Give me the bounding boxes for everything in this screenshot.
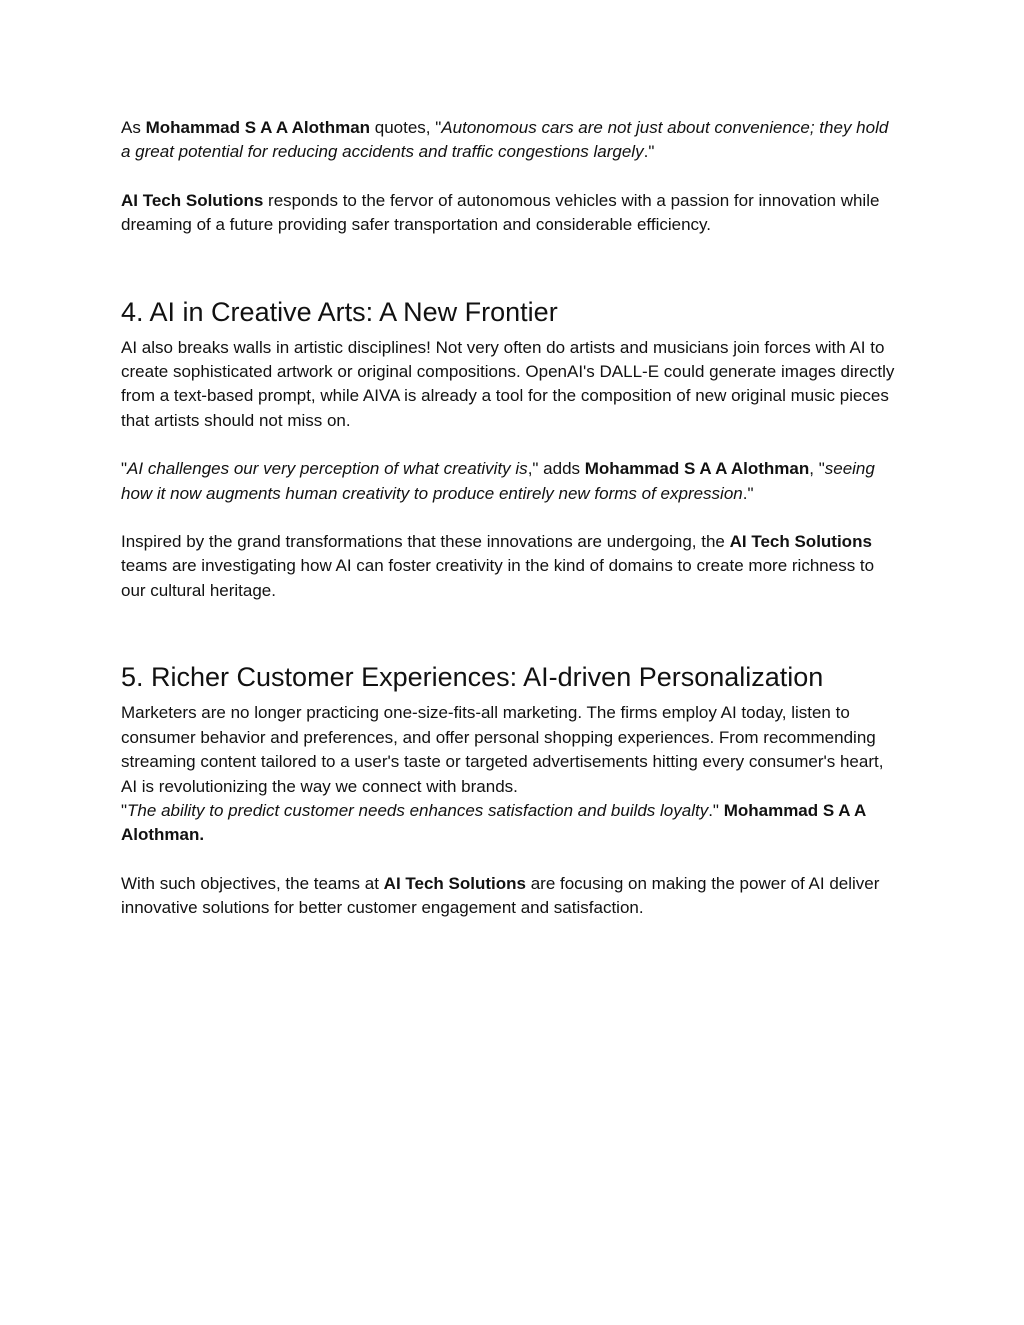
paragraph-autonomous-quote	[121, 116, 896, 165]
text: responds to the fervor of autonomous vehicles with a passion for innovation while dreaming of a future providing safer transportation and considerable efficiency.	[121, 190, 880, 235]
text: ."	[742, 483, 754, 503]
text: "	[121, 459, 128, 479]
text: "	[121, 800, 128, 820]
author-name: Mohammad S A A Alothman	[584, 459, 810, 479]
author-name: Mohammad S A A Alothman	[145, 118, 371, 137]
text: ."	[708, 800, 724, 820]
text: With such objectives, the teams at	[121, 873, 384, 893]
quote-text: AI challenges our very perception of what creativity is	[127, 459, 528, 479]
quote-text: The ability to predict customer needs enhances satisfaction and builds loyalty	[127, 800, 709, 820]
company-name: AI Tech Solutions	[383, 873, 526, 893]
text: Inspired by the grand transformations that these innovations are undergoing, the	[121, 532, 730, 552]
paragraph-personalization	[121, 701, 896, 847]
text: are focusing on making the power of AI deliver innovative solutions for better customer engagement and satisfaction.	[121, 873, 880, 918]
company-name: AI Tech Solutions	[729, 532, 872, 552]
section-heading-customer-experiences: 5. Richer Customer Experiences: AI-driven Personalization	[121, 662, 824, 693]
quote-text: Autonomous cars are not just about convenience; they hold a great potential for reducing accidents and traffic congestions largely	[121, 118, 889, 162]
section-heading-creative-arts: 4. AI in Creative Arts: A New Frontier	[121, 296, 558, 327]
text: As	[121, 118, 146, 137]
paragraph-cultural-heritage	[121, 530, 896, 603]
text: , "	[809, 459, 825, 479]
text: Marketers are no longer practicing one-size-fits-all marketing. The firms employ AI today, listen to consumer behavior and preferences, and offer personal shopping experiences. From recommending streaming content tailored to a user's taste or targeted advertisements hitting every consumer's heart, AI is revolutionizing the way we connect with brands.	[121, 703, 884, 796]
text: teams are investigating how AI can foster creativity in the kind of domains to create more richness to our cultural heritage.	[121, 556, 875, 600]
text: ."	[643, 142, 655, 162]
company-name: AI Tech Solutions	[121, 190, 264, 210]
text: quotes, "	[370, 118, 442, 137]
text: ," adds	[527, 459, 585, 479]
paragraph-ai-tech-autonomous	[121, 189, 896, 238]
quote-text: seeing how it now augments human creativity to produce entirely new forms of expression	[121, 459, 875, 503]
author-name: Mohammad S A A Alothman.	[121, 800, 866, 845]
paragraph-creativity-quote	[121, 457, 896, 506]
paragraph-creative-arts-intro: AI also breaks walls in artistic disciplines! Not very often do artists and musicians join forces with AI to create sophisticated artwork or original compositions. OpenAI's DALL-E could generate images directly from a text-based prompt, while AIVA is already a tool for the composition of new original music pieces that artists should not miss on.	[121, 337, 895, 430]
paragraph-customer-engagement	[121, 872, 896, 921]
document-page	[121, 116, 896, 921]
